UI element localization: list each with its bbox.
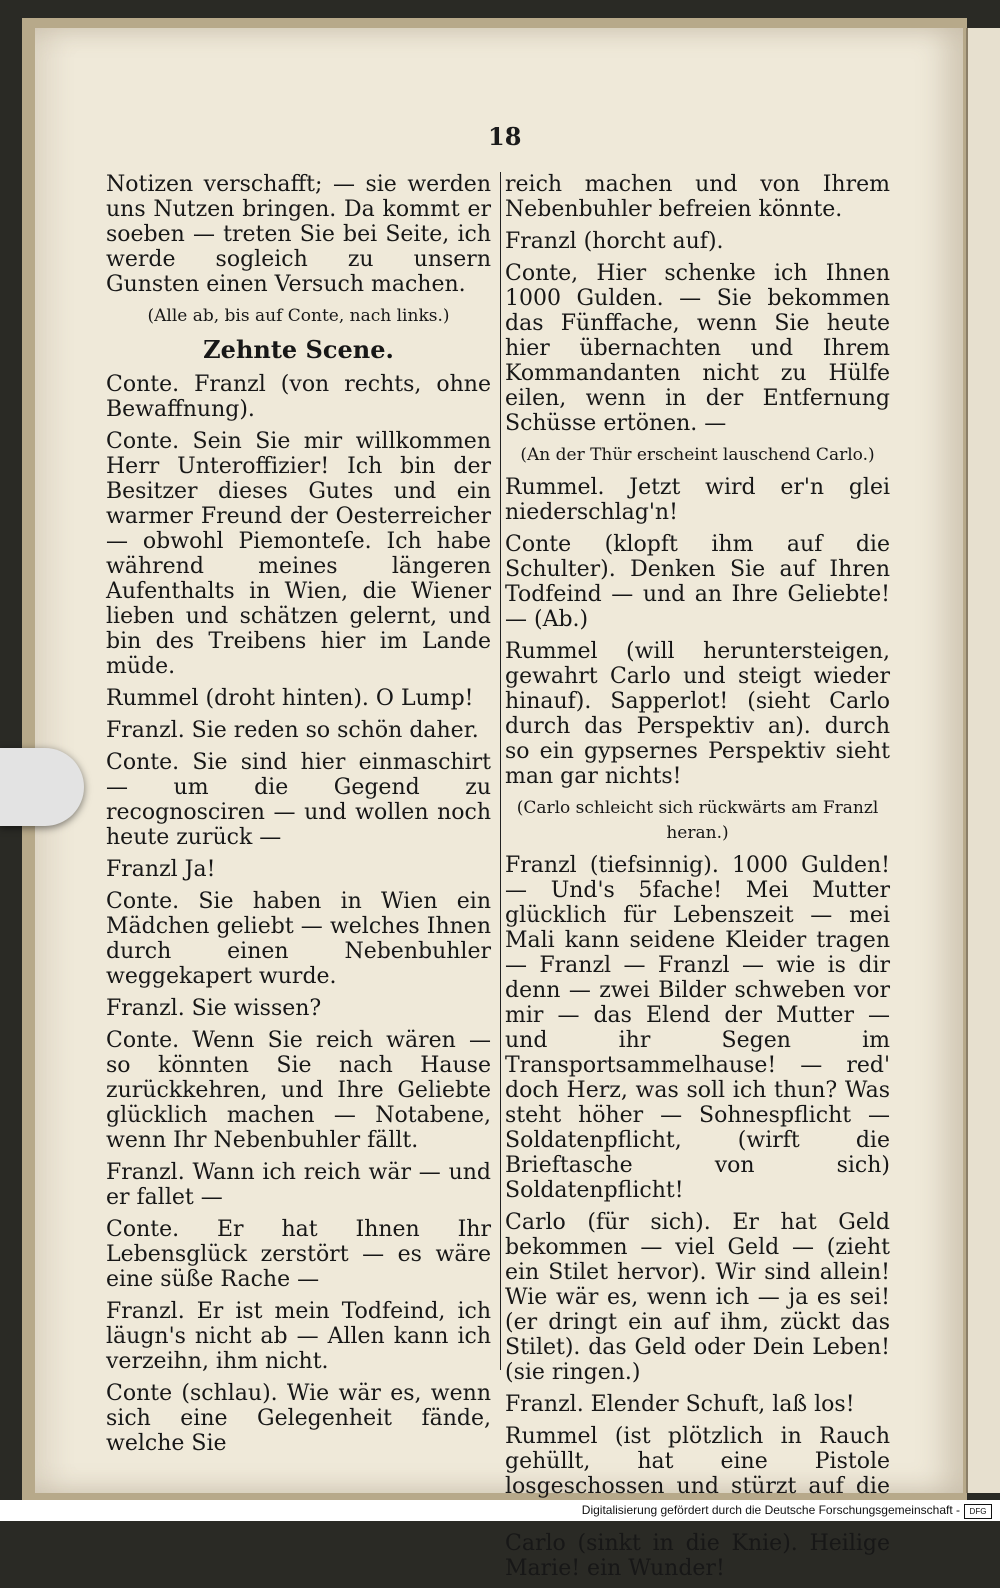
paragraph: Rummel (droht hinten). O Lump! bbox=[106, 686, 474, 711]
right-column bbox=[505, 172, 890, 1588]
paragraph: Rummel (ist plötzlich in Rauch gehüllt, hat eine Pistole losgeschossen und stürzt auf die bbox=[505, 1424, 890, 1499]
paragraph: Conte. Sie sind hier einmaschirt — um die Gegend zu recognosciren — und wollen noch heute zurück — bbox=[106, 750, 491, 850]
paragraph: Conte. Wenn Sie reich wären — so könnten Sie nach Hause zurückkehren, und Ihre Geliebte glücklich machen — Notabene, wenn Ihr Nebenbuhler fällt. bbox=[106, 1028, 491, 1153]
stage-direction: (Carlo schleicht sich rückwärts am Franzl heran.) bbox=[516, 798, 879, 843]
paragraph: Conte (klopft ihm auf die Schulter). Denken Sie auf Ihren Todfeind — und an Ihre Geliebte! — (Ab.) bbox=[505, 532, 890, 632]
paragraph: reich machen und von Ihrem Nebenbuhler befreien könnte. bbox=[505, 172, 890, 222]
paragraph: Conte. Sie haben in Wien ein Mädchen geliebt — welches Ihnen durch einen Nebenbuhler weggekapert wurde. bbox=[106, 889, 491, 989]
stage-direction: (An der Thür erscheint lauschend Carlo.) bbox=[520, 445, 875, 465]
left-column bbox=[106, 172, 491, 1463]
scene-heading: Zehnte Scene. bbox=[203, 335, 394, 364]
stage-direction: (Alle ab, bis auf Conte, nach links.) bbox=[147, 306, 450, 326]
paragraph: Carlo (für sich). Er hat Geld bekommen — viel Geld — (zieht ein Stilet hervor). Wir sind allein! Wie wär es, wenn ich — ja es sei! (er dringt ein auf ihm, zückt das Stilet). das Geld oder Dein Leben! (sie ringen.) bbox=[505, 1210, 890, 1385]
cast-line: Conte. Franzl (von rechts, ohne Bewaffnung). bbox=[106, 372, 491, 422]
dfg-logo: DFG bbox=[964, 1504, 992, 1519]
paragraph: Franzl. Er ist mein Todfeind, ich läugn's nicht ab — Allen kann ich verzeihn, ihm nicht. bbox=[106, 1299, 491, 1374]
paragraph: Franzl (tiefsinnig). 1000 Gulden! — Und's 5fache! Mei Mutter glücklich für Lebenszeit — mei Mali kann seidene Kleider tragen — Franzl — Franzl — wie is dir denn — zwei Bilder schweben vor mir — das Elend der Mutter — und ihr Segen im Transportsammelhause! — red' doch Herz, was soll ich thun? Was steht höher — Sohnespflicht — Soldatenpflicht, (wirft die Brieftasche von sich) Soldatenpflicht! bbox=[505, 853, 890, 1203]
next-page-edge bbox=[966, 28, 1000, 1493]
page-number: 18 bbox=[488, 122, 522, 151]
paragraph: Conte. Er hat Ihnen Ihr Lebensglück zerstört — es wäre eine süße Rache — bbox=[106, 1217, 491, 1292]
footer-text: Digitalisierung gefördert durch die Deutsche Forschungsgemeinschaft - bbox=[581, 1503, 960, 1517]
paragraph: Franzl. Sie wissen? bbox=[106, 996, 322, 1021]
paragraph: Conte, Hier schenke ich Ihnen 1000 Gulden. — Sie bekommen das Fünffache, wenn Sie heute hier übernachten und Ihrem Kommandanten nicht zu Hülfe eilen, wenn in der Entfernung Schüsse ertönen. — bbox=[505, 261, 890, 436]
paragraph: Franzl. Elender Schuft, laß los! bbox=[505, 1392, 855, 1417]
paragraph: Franzl Ja! bbox=[106, 857, 216, 882]
paragraph: Carlo (sinkt in die Knie). Heilige Marie! ein Wunder! bbox=[505, 1531, 890, 1581]
column-divider bbox=[500, 172, 501, 1370]
paragraph: Franzl. Sie reden so schön daher. bbox=[106, 718, 479, 743]
paragraph: Conte. Sein Sie mir willkommen Herr Unteroffizier! Ich bin der Besitzer dieses Gutes und ein warmer Freund der Oesterreicher — obwohl Piemonteſe. Ich habe während meines längeren Aufenthalts in Wien, die Wiener lieben und schätzen gelernt, und bin des Treibens hier im Lande müde. bbox=[106, 429, 491, 679]
paragraph: Conte (schlau). Wie wär es, wenn sich eine Gelegenheit fände, welche Sie bbox=[106, 1381, 491, 1456]
paragraph: Notizen verschafft; — sie werden uns Nutzen bringen. Da kommt er soeben — treten Sie bei Seite, ich werde sogleich zu unsern Gunsten einen Versuch machen. bbox=[106, 172, 491, 297]
paragraph: Rummel. Jetzt wird er'n glei niederschlag'n! bbox=[505, 475, 890, 525]
paragraph: Franzl. Wann ich reich wär — und er fallet — bbox=[106, 1160, 491, 1210]
paragraph: Franzl (horcht auf). bbox=[505, 229, 724, 254]
page-clip bbox=[0, 748, 84, 826]
digitization-footer bbox=[0, 1500, 1000, 1521]
paragraph: Rummel (will heruntersteigen, gewahrt Carlo und steigt wieder hinauf). Sapperlot! (sieht Carlo durch das Perspektiv an). durch so ein gypsernes Perspektiv sieht man gar nichts! bbox=[505, 639, 890, 789]
